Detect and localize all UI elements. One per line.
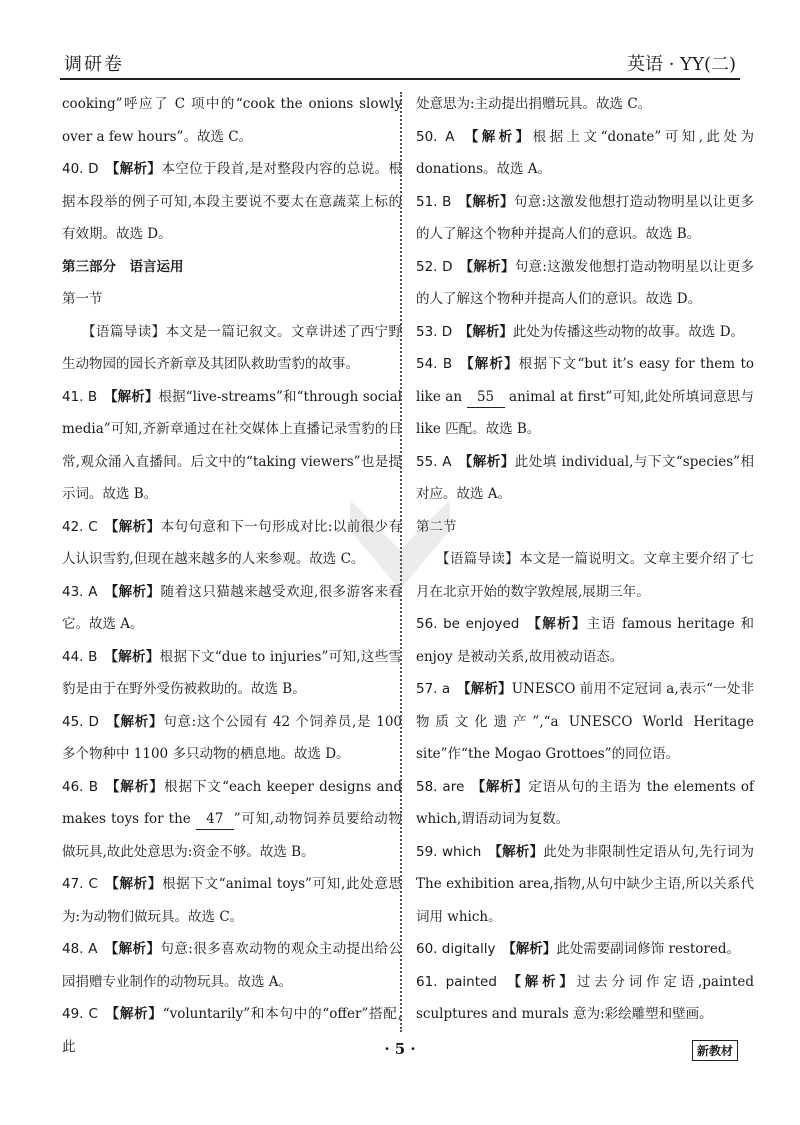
answer-item bbox=[62, 868, 402, 933]
answer-number: 49. C bbox=[62, 1006, 98, 1022]
left-column bbox=[62, 88, 402, 1063]
answer-item bbox=[416, 121, 754, 186]
analysis-text: animal at first”可知,此处所填词意思与 like 匹配。故选 B。 bbox=[416, 388, 754, 437]
answer-item bbox=[62, 153, 402, 251]
answer-item bbox=[416, 673, 754, 771]
analysis-tag: 【解析】 bbox=[461, 128, 533, 145]
page-header bbox=[60, 48, 740, 78]
analysis-text: 根据下文“animal toys”可知,此处意思为:为动物们做玩具。故选 C。 bbox=[62, 876, 403, 925]
analysis-text: 定语从句的主语为 the elements of which,谓语动词为复数。 bbox=[416, 778, 754, 827]
page-number: · 5 · bbox=[384, 1040, 416, 1058]
answer-item bbox=[62, 381, 402, 511]
answer-number: 57. a bbox=[416, 681, 451, 697]
answer-number: 44. B bbox=[62, 648, 98, 665]
answer-item bbox=[416, 836, 754, 934]
analysis-tag: 【解析】 bbox=[458, 323, 513, 340]
blank-number: 55 bbox=[467, 387, 505, 408]
analysis-text: 根据上文“donate”可知,此处为 donations。故选 A。 bbox=[416, 128, 755, 177]
analysis-text: 本空位于段首,是对整段内容的总说。根据本段举的例子可知,本段主要说不要太在意蔬菜上标的有效期。故选 D。 bbox=[62, 161, 403, 242]
answer-item bbox=[416, 771, 754, 836]
analysis-tag: 【解析】 bbox=[459, 258, 515, 275]
answer-item bbox=[416, 446, 754, 511]
answer-number: 42. C bbox=[62, 518, 98, 535]
answer-item bbox=[416, 933, 754, 966]
answer-item bbox=[416, 316, 754, 349]
analysis-tag: 【解析】 bbox=[105, 713, 164, 730]
answer-number: 55. A bbox=[416, 453, 452, 470]
analysis-text: 随着这只猫越来越受欢迎,很多游客来看它。故选 A。 bbox=[62, 583, 403, 632]
analysis-tag: 【解析】 bbox=[104, 648, 160, 665]
answer-number: 59. which bbox=[416, 843, 482, 860]
text-line: 第二节 bbox=[416, 518, 457, 535]
analysis-tag: 【解析】 bbox=[458, 453, 515, 470]
analysis-text: 本句句意和下一句形成对比:以前很少有人认识雪豹,但现在越来越多的人来参观。故选 C。 bbox=[62, 518, 403, 567]
analysis-text: 句意:很多喜欢动物的观众主动提出给公园捐赠专业制作的动物玩具。故选 A。 bbox=[62, 941, 402, 990]
blank-number: 47 bbox=[196, 809, 234, 830]
analysis-tag: 【解析】 bbox=[104, 583, 161, 600]
answer-number: 50. A bbox=[416, 128, 455, 145]
answer-number: 43. A bbox=[62, 583, 98, 600]
text-line: 第一节 bbox=[62, 291, 103, 307]
analysis-text: 主语 famous heritage 和 enjoy 是被动关系,故用被动语态。 bbox=[416, 616, 754, 665]
answer-item bbox=[62, 933, 402, 998]
answer-item bbox=[62, 511, 402, 576]
analysis-text: “voluntarily”和本句中的“offer”搭配,此 bbox=[62, 1006, 403, 1055]
analysis-text: 此处为传播这些动物的故事。故选 D。 bbox=[512, 323, 745, 340]
answer-number: 61. painted bbox=[416, 973, 497, 990]
answer-item bbox=[416, 966, 754, 1031]
analysis-text: 此处为非限制性定语从句,先行词为 The exhibition area,指物,从句中缺少主语,所以关系代词用 which。 bbox=[416, 843, 754, 925]
analysis-text: 根据“live-streams”和“through social media”可知,齐新章通过在社交媒体上直播记录雪豹的日常,观众涌入直播间。后文中的“taking viewers”也是提示词。故选 B。 bbox=[62, 388, 402, 502]
answer-number: 58. are bbox=[416, 778, 465, 795]
answer-item bbox=[62, 771, 402, 869]
answer-item bbox=[62, 576, 402, 641]
answer-item bbox=[416, 186, 754, 251]
analysis-text: ”可知,动物饲养员要给动物做玩具,故此处意思为:资金不够。故选 B。 bbox=[62, 811, 402, 860]
answer-item bbox=[62, 706, 402, 771]
analysis-tag: 【解析】 bbox=[458, 356, 519, 372]
analysis-text: 过去分词作定语,painted sculptures and murals 意为:彩绘雕塑和壁画。 bbox=[416, 973, 755, 1022]
analysis-tag: 【解析】 bbox=[488, 843, 544, 860]
answer-number: 52. D bbox=[416, 258, 453, 275]
answer-number: 45. D bbox=[62, 713, 99, 730]
analysis-text: 句意:这个公园有 42 个饲养员,是 100 多个物种中 1100 多只动物的栖息地。故选 D。 bbox=[62, 713, 402, 762]
analysis-text: 根据下文“due to injuries”可知,这些雪豹是由于在野外受伤被救助的。故选 B。 bbox=[62, 648, 403, 697]
answer-number: 46. B bbox=[62, 778, 99, 795]
header-rule bbox=[60, 78, 740, 80]
analysis-tag: 【解析】 bbox=[456, 681, 512, 697]
answer-item bbox=[62, 641, 402, 706]
analysis-tag: 【解析】 bbox=[471, 778, 529, 795]
analysis-text: UNESCO 前用不定冠词 a,表示“一处非物质文化遗产”,“a UNESCO World Heritage site”作“the Mogao Grottoes”的同位语。 bbox=[416, 681, 754, 762]
edition-badge: 新教材 bbox=[692, 1040, 738, 1061]
analysis-tag: 【解析】 bbox=[104, 941, 161, 957]
column-divider bbox=[400, 92, 402, 1032]
right-column bbox=[416, 88, 754, 1031]
header-right-title: 英语 · YY(二) bbox=[627, 54, 736, 75]
answer-number: 53. D bbox=[416, 323, 453, 340]
analysis-tag: 【解析】 bbox=[104, 518, 161, 535]
answer-number: 40. D bbox=[62, 161, 99, 177]
analysis-tag: 【解析】 bbox=[502, 941, 557, 957]
text-line: 处意思为:主动提出捐赠玩具。故选 C。 bbox=[416, 96, 652, 112]
header-left-title: 调研卷 bbox=[64, 54, 124, 75]
analysis-tag: 【解析】 bbox=[104, 778, 164, 795]
passage-intro: 【语篇导读】本文是一篇记叙文。文章讲述了西宁野生动物园的园长齐新章及其团队救助雪豹的故事。 bbox=[62, 323, 402, 372]
answer-item bbox=[416, 251, 754, 316]
answer-number: 48. A bbox=[62, 941, 98, 957]
analysis-tag: 【解析】 bbox=[105, 161, 162, 177]
analysis-text: 根据下文“but it’s easy for them to like an bbox=[416, 356, 755, 405]
answer-number: 47. C bbox=[62, 876, 98, 892]
answer-item bbox=[416, 348, 754, 446]
analysis-tag: 【解析】 bbox=[104, 1006, 163, 1022]
answer-number: 54. B bbox=[416, 356, 453, 372]
text-line: cooking”呼应了 C 项中的“cook the onions slowly over a few hours”。故选 C。 bbox=[62, 96, 402, 145]
answer-item bbox=[416, 608, 754, 673]
analysis-tag: 【解析】 bbox=[104, 876, 163, 892]
analysis-text: 此处需要副词修饰 restored。 bbox=[556, 941, 741, 957]
analysis-text: 句意:这激发他想打造动物明星以让更多的人了解这个物种并提高人们的意识。故选 D。 bbox=[416, 258, 754, 307]
analysis-tag: 【解析】 bbox=[526, 616, 587, 632]
answer-number: 51. B bbox=[416, 193, 452, 210]
analysis-text: 根据下文“each keeper designs and makes toys for the bbox=[62, 778, 403, 827]
passage-intro: 【语篇导读】本文是一篇说明文。文章主要介绍了七月在北京开始的数字敦煌展,展期三年。 bbox=[416, 551, 754, 600]
analysis-tag: 【解析】 bbox=[103, 388, 159, 405]
analysis-tag: 【解析】 bbox=[503, 973, 577, 990]
answer-number: 60. digitally bbox=[416, 941, 496, 957]
analysis-text: 此处填 individual,与下文“species”相对应。故选 A。 bbox=[416, 453, 755, 502]
section-heading: 第三部分 语言运用 bbox=[62, 258, 184, 275]
analysis-tag: 【解析】 bbox=[458, 193, 514, 210]
answer-number: 56. be enjoyed bbox=[416, 616, 520, 632]
analysis-text: 句意:这激发他想打造动物明星以让更多的人了解这个物种并提高人们的意识。故选 B。 bbox=[416, 193, 754, 242]
answer-number: 41. B bbox=[62, 388, 98, 405]
